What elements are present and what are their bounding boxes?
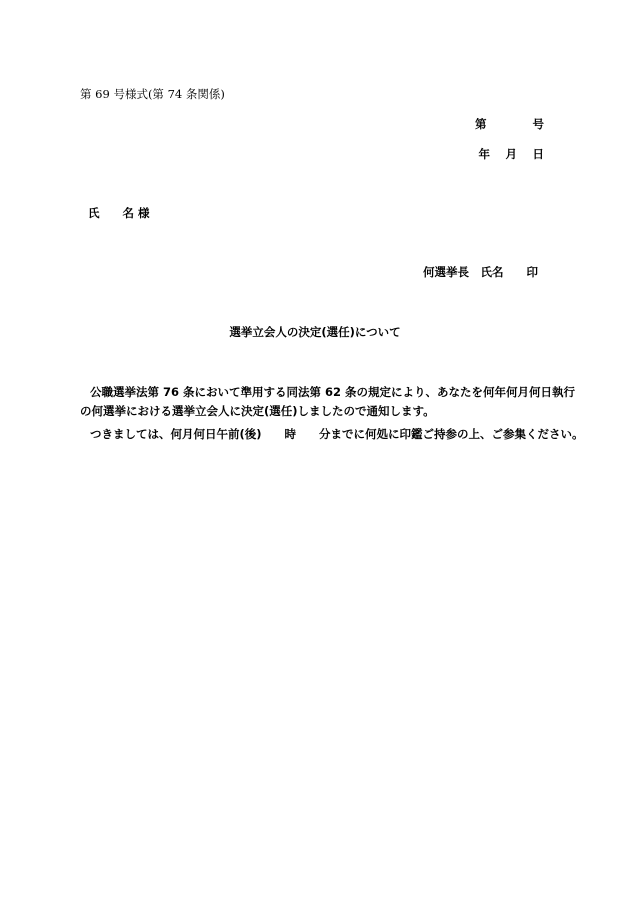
body-line-2: の何選挙における選挙立会人に決定(選任)しましたので通知します。	[80, 404, 435, 418]
document-title: 選挙立会人の決定(選任)について	[229, 325, 401, 339]
body-line-1: 公職選挙法第 76 条において準用する同法第 62 条の規定により、あなたを何年何月何日執行	[90, 385, 576, 399]
body-line-3: つきましては、何月何日午前(後) 時 分までに何処に印鑑ご持参の上、ご参集ください。	[90, 427, 584, 441]
sender-signature: 何選挙長 氏名 印	[423, 265, 538, 279]
document-date: 年 月 日	[478, 147, 544, 161]
document-number: 第 号	[475, 117, 544, 131]
recipient-name: 氏 名 様	[88, 206, 150, 220]
form-label: 第 69 号様式(第 74 条関係)	[80, 87, 225, 101]
